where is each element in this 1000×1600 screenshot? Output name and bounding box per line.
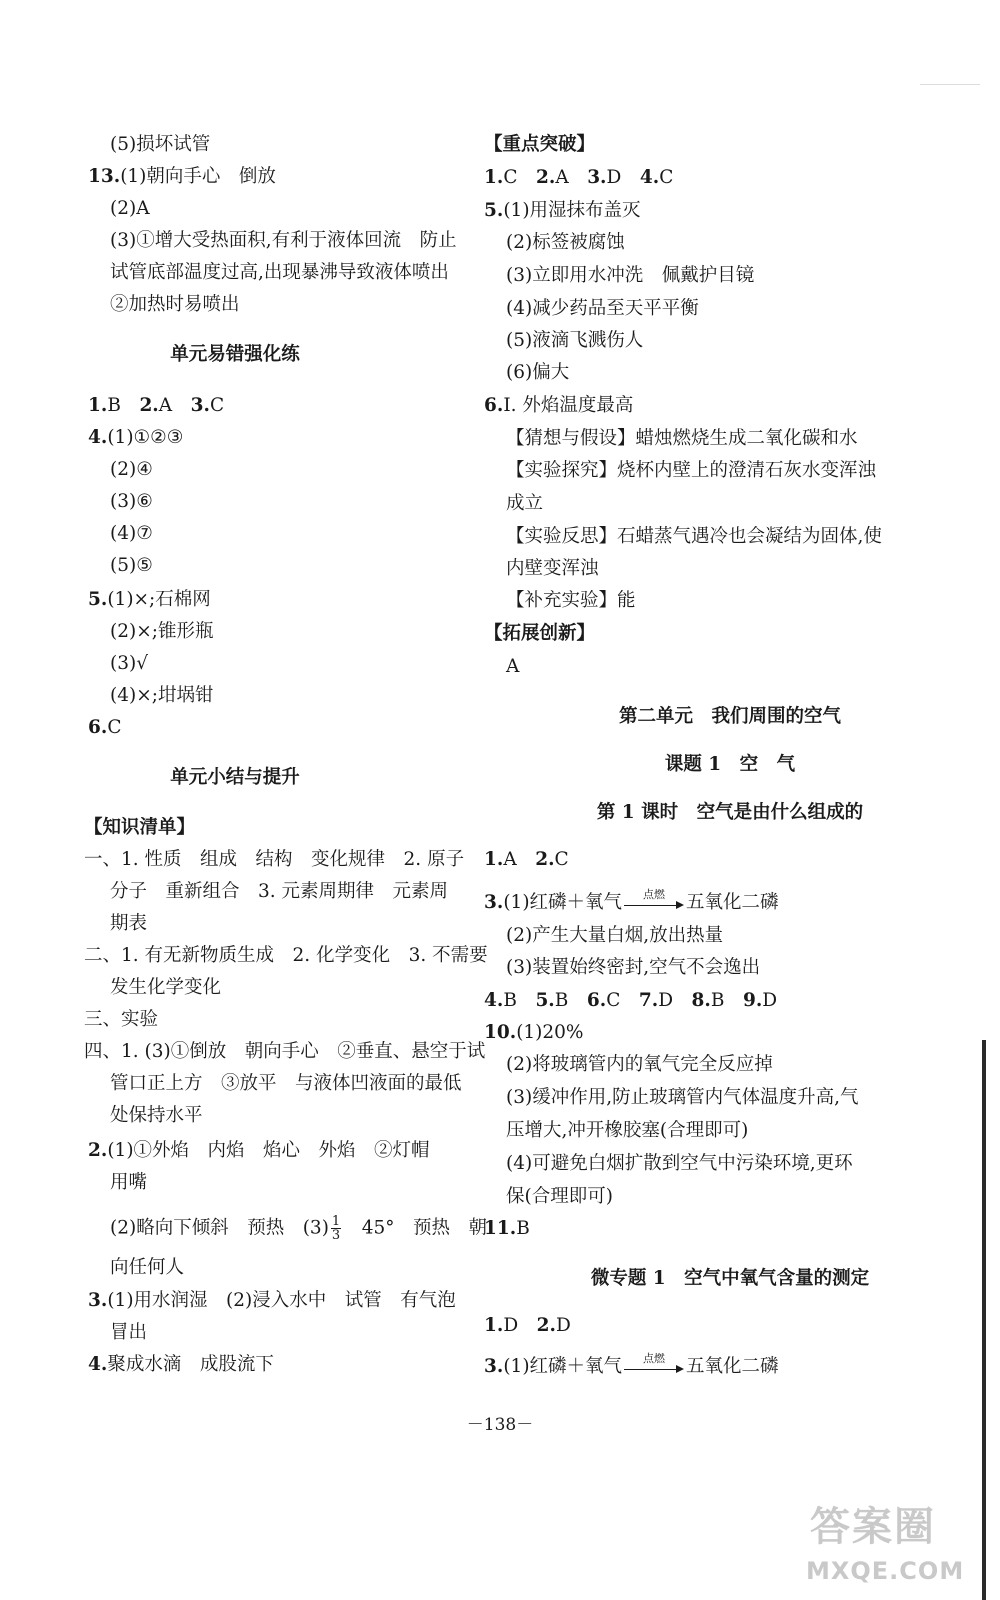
arrow-shaft bbox=[624, 1369, 678, 1370]
answer-line bbox=[84, 1009, 158, 1031]
answer-line bbox=[506, 232, 625, 254]
answer-line bbox=[506, 1120, 748, 1142]
section-heading: 课题 1 空 气 bbox=[664, 754, 796, 775]
answer-text: A bbox=[506, 656, 520, 677]
answer-line bbox=[110, 977, 221, 999]
answer-line bbox=[506, 362, 569, 384]
page-number: －138－ bbox=[466, 1415, 534, 1435]
question-number: 3. bbox=[587, 167, 607, 188]
answer-text: (1)朝向手心 倒放 bbox=[120, 166, 276, 187]
answer-line bbox=[110, 491, 153, 513]
answer-line bbox=[88, 589, 211, 611]
answer-text: (1)×;石棉网 bbox=[107, 589, 211, 610]
question-number: 6. bbox=[88, 717, 108, 738]
answer-text: (5)液滴飞溅伤人 bbox=[506, 330, 644, 351]
question-number: 2. bbox=[536, 1315, 556, 1336]
answer-text: 【重点突破】 bbox=[484, 134, 596, 155]
answer-text: 压增大,冲开橡胶塞(合理即可) bbox=[506, 1120, 749, 1141]
answer-text: 向任何人 bbox=[110, 1257, 185, 1278]
section-heading: 单元小结与提升 bbox=[170, 767, 300, 788]
question-number: 3. bbox=[190, 395, 210, 416]
answer-line bbox=[110, 621, 213, 643]
answer-line bbox=[84, 1041, 485, 1063]
answer-text: (3)装置始终密封,空气不会逸出 bbox=[506, 957, 761, 978]
answer-text: A bbox=[503, 849, 536, 870]
answer-line bbox=[110, 1105, 203, 1127]
answer-line bbox=[110, 1073, 462, 1095]
answer-text: (4)⑦ bbox=[110, 523, 153, 544]
answer-text: (5)损坏试管 bbox=[110, 134, 211, 155]
answer-text: Ⅰ. 外焰温度最高 bbox=[503, 395, 634, 416]
answer-text: (3)立即用水冲洗 佩戴护目镜 bbox=[506, 265, 755, 286]
question-number: 1. bbox=[484, 849, 504, 870]
answer-text: ②加热时易喷出 bbox=[110, 294, 240, 315]
answer-text: (2)④ bbox=[110, 459, 153, 480]
answer-line bbox=[88, 395, 224, 417]
answer-text: C bbox=[659, 167, 674, 188]
answer-line bbox=[110, 459, 153, 481]
answer-line bbox=[110, 262, 449, 284]
answer-text: 【知识清单】 bbox=[84, 817, 196, 838]
answer-line bbox=[484, 200, 641, 222]
answer-text: 试管底部温度过高,出现暴沸导致液体喷出 bbox=[110, 262, 449, 283]
equation-products: 五氧化二磷 bbox=[686, 892, 779, 913]
answer-text: (3)缓冲作用,防止玻璃管内气体温度升高,气 bbox=[506, 1087, 859, 1108]
answer-line bbox=[110, 294, 240, 316]
answer-line bbox=[88, 166, 276, 188]
answer-text: 分子 重新组合 3. 元素周期律 元素周 bbox=[110, 881, 449, 902]
question-number: 5. bbox=[535, 990, 555, 1011]
answer-text: 用嘴 bbox=[110, 1172, 148, 1193]
question-number: 3. bbox=[484, 1356, 504, 1377]
answer-text: (3)⑥ bbox=[110, 491, 153, 512]
question-number: 2. bbox=[88, 1140, 108, 1161]
answer-text: B bbox=[107, 395, 140, 416]
answer-line bbox=[110, 1215, 487, 1242]
answer-text: C bbox=[554, 849, 569, 870]
answer-text: 【补充实验】能 bbox=[506, 590, 636, 611]
answer-text: C bbox=[503, 167, 536, 188]
answer-line bbox=[110, 230, 457, 252]
answer-text: (1)①②③ bbox=[107, 427, 184, 448]
equation-reactants: (1)红磷＋氧气 bbox=[503, 892, 623, 913]
answer-line bbox=[506, 526, 882, 548]
answer-line bbox=[506, 590, 636, 612]
answer-text: (2)略向下倾斜 预热 (3) bbox=[110, 1217, 329, 1239]
answer-text: 【实验反思】石蜡蒸气遇冷也会凝结为固体,使 bbox=[506, 526, 882, 547]
answer-line bbox=[506, 656, 519, 678]
section-heading: 第 1 课时 空气是由什么组成的 bbox=[596, 802, 864, 823]
reaction-arrow bbox=[624, 888, 684, 913]
answer-line bbox=[110, 881, 448, 903]
answer-text: 45° 预热 朝 bbox=[343, 1217, 487, 1239]
watermark-url: MXQE.COM bbox=[806, 1557, 965, 1585]
bracket-heading bbox=[484, 623, 595, 645]
answer-text: (2)标签被腐蚀 bbox=[506, 232, 625, 253]
answer-text: 发生化学变化 bbox=[110, 977, 222, 998]
answer-line bbox=[88, 1290, 456, 1312]
question-number: 2. bbox=[535, 167, 556, 188]
question-number: 4. bbox=[88, 427, 108, 448]
question-number: 4. bbox=[88, 1354, 108, 1375]
answer-text: D bbox=[556, 1315, 571, 1336]
answer-line bbox=[484, 888, 779, 914]
answer-text: C bbox=[209, 395, 225, 416]
fraction-numerator: 1 bbox=[331, 1214, 341, 1229]
question-number: 6. bbox=[586, 990, 607, 1011]
answer-line bbox=[110, 1257, 184, 1279]
answer-text: (4)减少药品至天平平衡 bbox=[506, 298, 699, 319]
answer-text: C bbox=[107, 717, 122, 738]
question-number: 13. bbox=[88, 166, 121, 187]
reaction-arrow bbox=[624, 1352, 684, 1377]
answer-line bbox=[84, 849, 464, 871]
answer-text: (5)⑤ bbox=[110, 555, 153, 576]
answer-line bbox=[110, 555, 153, 577]
section-heading: 第二单元 我们周围的空气 bbox=[618, 706, 841, 727]
answer-text: 【拓展创新】 bbox=[484, 623, 596, 644]
section-heading: 微专题 1 空气中氧气含量的测定 bbox=[590, 1268, 870, 1289]
arrow-shaft bbox=[624, 905, 678, 906]
answer-line bbox=[506, 1186, 613, 1208]
question-number: 9. bbox=[742, 990, 763, 1011]
question-number: 5. bbox=[484, 200, 504, 221]
watermark-logo-text: 答案圈 bbox=[810, 1504, 936, 1550]
answer-line bbox=[484, 1022, 584, 1044]
answer-text: (2)产生大量白烟,放出热量 bbox=[506, 925, 724, 946]
answer-text: (1)①外焰 内焰 焰心 外焰 ②灯帽 bbox=[107, 1140, 430, 1161]
answer-line bbox=[88, 717, 121, 739]
answer-line bbox=[88, 1354, 274, 1376]
bracket-heading bbox=[484, 134, 595, 156]
answer-text: 一、1. 性质 组成 结构 变化规律 2. 原子 bbox=[84, 849, 465, 870]
answer-text: 管口正上方 ③放平 与液体凹液面的最低 bbox=[110, 1073, 462, 1094]
answer-line bbox=[506, 558, 599, 580]
answer-text: (1)用水润湿 (2)浸入水中 试管 有气泡 bbox=[107, 1290, 456, 1311]
question-number: 3. bbox=[484, 892, 504, 913]
answer-text: 三、实验 bbox=[84, 1009, 159, 1030]
answer-line bbox=[484, 167, 673, 189]
answer-text: (4)可避免白烟扩散到空气中污染环境,更环 bbox=[506, 1153, 853, 1174]
answer-text: (2)将玻璃管内的氧气完全反应掉 bbox=[506, 1054, 773, 1075]
equation-reactants: (1)红磷＋氧气 bbox=[503, 1356, 623, 1377]
answer-text: 冒出 bbox=[110, 1322, 148, 1343]
answer-line bbox=[110, 1322, 147, 1344]
answer-line bbox=[506, 1087, 858, 1109]
answer-text: B bbox=[710, 990, 743, 1011]
answer-text: 【实验探究】烧杯内壁上的澄清石灰水变浑浊 bbox=[506, 460, 877, 481]
answer-text: 内壁变浑浊 bbox=[506, 558, 599, 579]
answer-line bbox=[88, 427, 183, 449]
question-number: 2. bbox=[139, 395, 159, 416]
answer-line bbox=[88, 1140, 430, 1162]
answer-text: B bbox=[554, 990, 587, 1011]
answer-line bbox=[110, 1172, 147, 1194]
bracket-heading bbox=[84, 817, 195, 839]
answer-line bbox=[484, 1352, 779, 1378]
answer-text: (6)偏大 bbox=[506, 362, 570, 383]
question-number: 1. bbox=[484, 1315, 504, 1336]
answer-line bbox=[506, 957, 760, 979]
watermark bbox=[800, 1495, 980, 1600]
fraction-denominator: 3 bbox=[331, 1228, 341, 1243]
answer-text: D bbox=[503, 1315, 537, 1336]
reaction-condition: 点燃 bbox=[643, 888, 666, 901]
answer-line bbox=[110, 685, 213, 707]
answer-line bbox=[506, 925, 723, 947]
answer-text: A bbox=[555, 167, 588, 188]
answer-line bbox=[506, 1153, 853, 1175]
arrow-head-icon bbox=[676, 1365, 684, 1373]
answer-text: 保(合理即可) bbox=[506, 1186, 613, 1207]
answer-text: (3)√ bbox=[110, 653, 148, 674]
answer-text: C bbox=[606, 990, 639, 1011]
question-number: 4. bbox=[639, 167, 660, 188]
question-number: 1. bbox=[484, 167, 504, 188]
arrow-head-icon bbox=[676, 901, 684, 909]
answer-line bbox=[506, 330, 643, 352]
question-number: 8. bbox=[691, 990, 711, 1011]
answer-line bbox=[110, 913, 147, 935]
equation-products: 五氧化二磷 bbox=[686, 1356, 779, 1377]
answer-line bbox=[484, 849, 569, 871]
question-number: 2. bbox=[535, 849, 555, 870]
answer-text: 处保持水平 bbox=[110, 1105, 203, 1126]
question-number: 5. bbox=[88, 589, 108, 610]
answer-line bbox=[506, 265, 754, 287]
answer-text: (1)20% bbox=[516, 1022, 584, 1043]
answer-text: (1)用湿抹布盖灭 bbox=[503, 200, 641, 221]
answer-text: (3)①增大受热面积,有利于液体回流 防止 bbox=[110, 230, 457, 251]
question-number: 7. bbox=[638, 990, 659, 1011]
answer-text: B bbox=[503, 990, 536, 1011]
answer-text: D bbox=[658, 990, 692, 1011]
section-heading: 单元易错强化练 bbox=[170, 344, 300, 365]
answer-text: B bbox=[516, 1218, 530, 1239]
top-rule bbox=[920, 84, 980, 85]
question-number: 11. bbox=[484, 1218, 517, 1239]
question-number: 6. bbox=[484, 395, 504, 416]
answer-line bbox=[506, 493, 543, 515]
answer-line bbox=[484, 1315, 571, 1337]
answer-line bbox=[110, 653, 148, 675]
answer-text: 聚成水滴 成股流下 bbox=[107, 1354, 274, 1375]
answer-text: 期表 bbox=[110, 913, 148, 934]
answer-line bbox=[484, 395, 633, 417]
reaction-condition: 点燃 bbox=[643, 1352, 666, 1365]
question-number: 10. bbox=[484, 1022, 517, 1043]
answer-line bbox=[506, 298, 699, 320]
answer-line bbox=[506, 1054, 773, 1076]
answer-text: (4)×;坩埚钳 bbox=[110, 685, 214, 706]
fraction bbox=[331, 1215, 341, 1242]
question-number: 3. bbox=[88, 1290, 108, 1311]
answer-line bbox=[506, 428, 858, 450]
answer-text: D bbox=[606, 167, 640, 188]
page-edge-shadow bbox=[982, 1040, 986, 1600]
answer-text: (2)×;锥形瓶 bbox=[110, 621, 214, 642]
answer-line bbox=[110, 134, 210, 156]
answer-line bbox=[84, 945, 488, 967]
answer-text: D bbox=[762, 990, 778, 1011]
answer-line bbox=[506, 460, 876, 482]
question-number: 1. bbox=[88, 395, 108, 416]
answer-text: A bbox=[158, 395, 191, 416]
answer-text: 【猜想与假设】蜡烛燃烧生成二氧化碳和水 bbox=[506, 428, 858, 449]
answer-line bbox=[484, 1218, 530, 1240]
question-number: 4. bbox=[484, 990, 504, 1011]
answer-text: (2)A bbox=[110, 198, 150, 219]
answer-text: 四、1. (3)①倒放 朝向手心 ②垂直、悬空于试 bbox=[84, 1041, 486, 1062]
answer-line bbox=[110, 523, 153, 545]
answer-line bbox=[110, 198, 150, 220]
answer-text: 成立 bbox=[506, 493, 544, 514]
answer-text: 二、1. 有无新物质生成 2. 化学变化 3. 不需要 bbox=[84, 945, 488, 966]
answer-line bbox=[484, 990, 777, 1012]
